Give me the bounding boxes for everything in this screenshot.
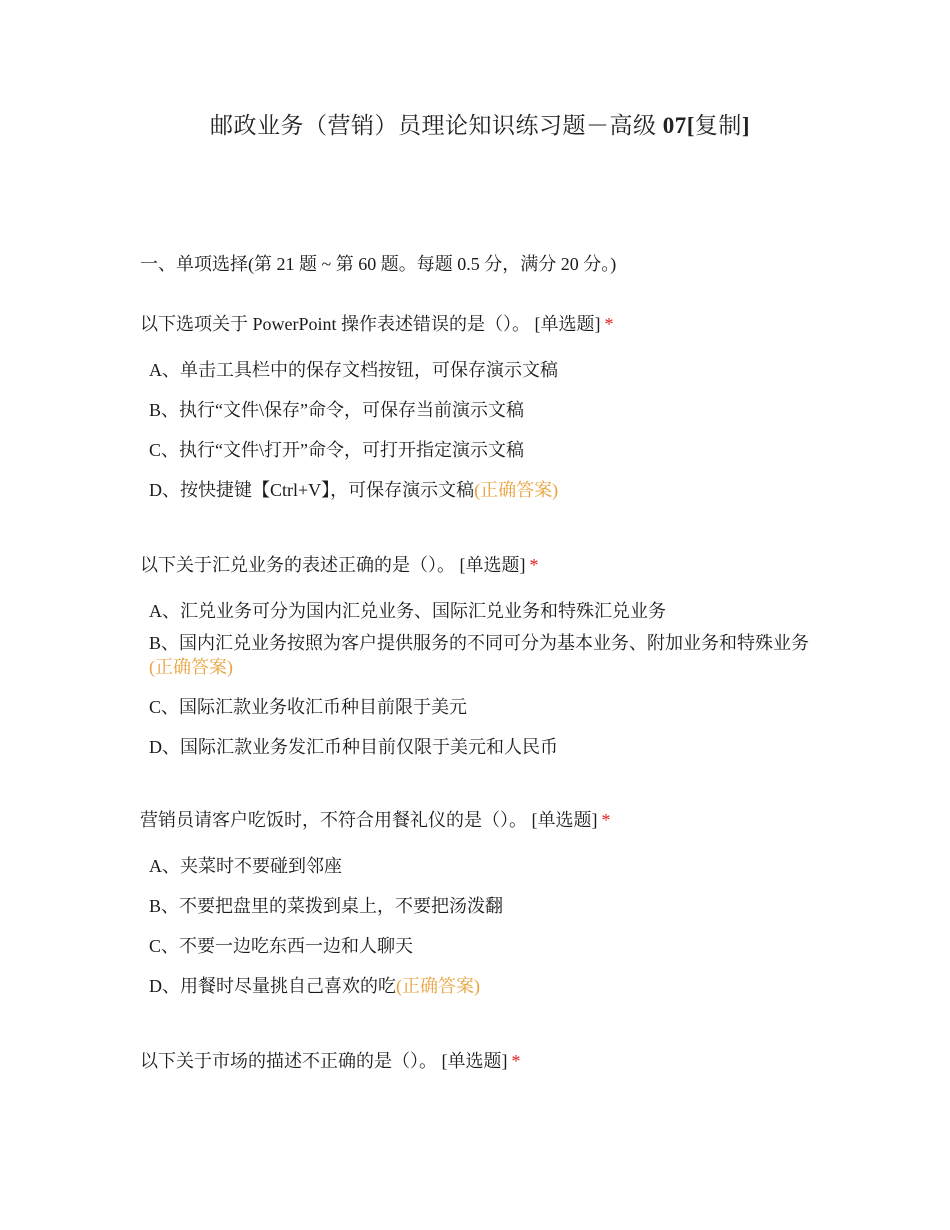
option-list [149,599,809,759]
question-stem [140,808,820,832]
option-a[interactable] [149,854,809,878]
title-bracket-close: ] [741,113,751,138]
option-text: B、执行“文件\保存”命令，可保存当前演示文稿 [149,400,524,420]
question-text: 以下关于汇兑业务的表述正确的是（）。 [140,555,455,575]
question-4 [140,1049,820,1073]
title-prefix: 邮政业务（营销）员理论知识练习题－高级 [209,113,663,138]
option-list [149,854,809,998]
option-a[interactable] [149,358,809,382]
required-mark: * [511,1051,521,1071]
question-stem [140,1049,820,1073]
question-2 [140,553,820,775]
correct-answer-tag: (正确答案) [396,976,480,996]
option-c[interactable] [149,695,809,719]
question-type-label: [单选题] [441,1051,508,1071]
option-a[interactable] [149,599,809,623]
option-c[interactable] [149,438,809,462]
correct-answer-tag: (正确答案) [474,480,559,500]
required-mark: * [601,810,611,830]
option-text: D、按快捷键【Ctrl+V】，可保存演示文稿 [149,480,475,500]
question-type-label: [单选题] [459,555,526,575]
question-text: 以下关于市场的描述不正确的是（）。 [140,1051,437,1071]
option-b[interactable] [149,631,809,679]
option-b[interactable] [149,398,809,422]
question-text: 营销员请客户吃饭时，不符合用餐礼仪的是（）。 [140,810,527,830]
option-list [149,358,809,502]
option-text: D、国际汇款业务发汇币种目前仅限于美元和人民币 [149,737,558,757]
option-text: B、国内汇兑业务按照为客户提供服务的不同可分为基本业务、附加业务和特殊业务 [149,633,810,653]
title-number: 07[ [662,113,695,138]
option-text: A、夹菜时不要碰到邻座 [149,856,342,876]
option-d[interactable] [149,974,809,998]
question-stem [140,553,820,577]
question-type-label: [单选题] [534,314,601,334]
question-3 [140,808,820,1014]
option-text: C、国际汇款业务收汇币种目前限于美元 [149,697,468,717]
option-text: A、汇兑业务可分为国内汇兑业务、国际汇兑业务和特殊汇兑业务 [149,601,666,621]
option-d[interactable] [149,478,809,502]
option-text: C、执行“文件\打开”命令，可打开指定演示文稿 [149,440,524,460]
required-mark: * [604,314,614,334]
required-mark: * [529,555,539,575]
question-1 [140,312,820,518]
correct-answer-tag: (正确答案) [149,657,233,677]
option-text: A、单击工具栏中的保存文档按钮，可保存演示文稿 [149,360,558,380]
document-title [0,110,950,142]
option-text: B、不要把盘里的菜拨到桌上，不要把汤泼翻 [149,896,504,916]
title-copy-label: 复制 [694,113,742,138]
option-text: C、不要一边吃东西一边和人聊天 [149,936,414,956]
option-b[interactable] [149,894,809,918]
section-heading: 一、单项选择(第 21 题 ~ 第 60 题。每题 0.5 分，满分 20 分。) [140,254,617,274]
question-text: 以下选项关于 PowerPoint 操作表述错误的是（）。 [140,314,531,334]
option-c[interactable] [149,934,809,958]
option-d[interactable] [149,735,809,759]
question-stem [140,312,820,336]
option-text: D、用餐时尽量挑自己喜欢的吃 [149,976,396,996]
question-type-label: [单选题] [531,810,598,830]
